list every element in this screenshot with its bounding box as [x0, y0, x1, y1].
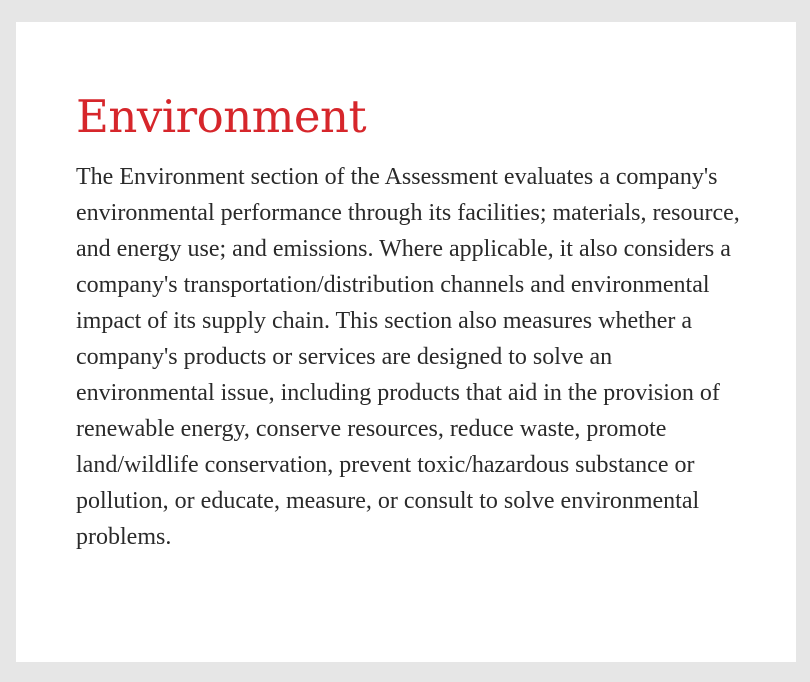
content-card [16, 22, 796, 662]
section-description: The Environment section of the Assessment evaluates a company's environmental performance through its facilities; materials, resource, and energy use; and emissions. Where applicable, it also considers a company's transportation/distribution channels and environmental impact of its supply chain. This section also measures whether a company's products or services are designed to solve an environmental issue, including products that aid in the provision of renewable energy, conserve resources, reduce waste, promote land/wildlife conservation, prevent toxic/hazardous substance or pollution, or educate, measure, or consult to solve environmental problems. [76, 164, 740, 550]
section-title: Environment [76, 90, 367, 143]
